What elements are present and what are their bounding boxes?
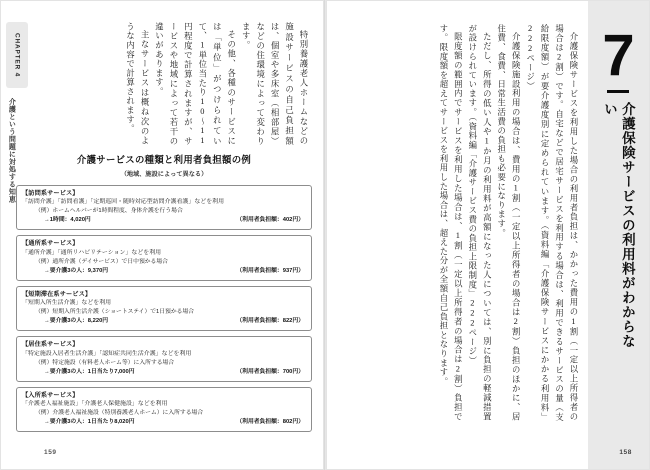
service-box-amount: →要介護3の人：1日当たり8,020円 bbox=[44, 419, 135, 426]
service-box-example: （例）特定施設（有料老人ホーム等）に入所する場合 bbox=[35, 359, 175, 366]
section-title: 介護保険サービスの利用料がわからない bbox=[602, 102, 635, 349]
right-paragraph-3: ただし、所得の低い人や1か月の利用料が高額になった人については、別に負担の軽減措置が設けられています。（資料編「介護サービス費の負担上限制度」222ページ） bbox=[467, 24, 492, 422]
service-box-burden: （利用者負担額：700円） bbox=[236, 368, 304, 375]
page-number-right: 158 bbox=[619, 449, 632, 456]
service-box-daycare bbox=[16, 235, 312, 280]
service-box-burden: （利用者負担額：822円） bbox=[236, 318, 304, 325]
service-box-head: 【短期滞在系サービス】 bbox=[22, 290, 92, 298]
service-box-head: 【訪問系サービス】 bbox=[22, 190, 79, 197]
left-body-text bbox=[122, 22, 310, 146]
service-box-desc: 「訪問介護」「訪問看護」「定期巡回・随時対応型訪問介護看護」などを利用 bbox=[22, 199, 225, 206]
right-body-text bbox=[435, 24, 580, 422]
right-paragraph-2: 介護保険施設利用の場合は、費用の1割（一定以上所得者の場合は2割）負担のほかに、居住費、食費、日常生活費の負担も必要になります。 bbox=[496, 24, 521, 422]
right-paragraph-1: 介護保険サービスを利用した場合の利用者負担は、かかった費用の1割（一定以上所得者の場合は2割）です。自宅などで居宅サービスを利用する場合は、利用できるサービスの量（支給限度額）が要介護度別に定められています。（資料編「介護保険サービスにかかる利用料」222ページ） bbox=[525, 24, 578, 422]
service-box-amount: →要介護3の人：1日当たり7,000円 bbox=[44, 368, 135, 375]
figure-title: 介護サービスの種類と利用者負担額の例 bbox=[76, 154, 252, 165]
service-box-amount-row bbox=[22, 418, 306, 427]
service-box-facility bbox=[16, 387, 312, 432]
service-box-example: （例）ホームヘルパーが1時間程度、身体介護を行う場合 bbox=[35, 208, 183, 215]
service-box-amount-row bbox=[22, 368, 306, 377]
service-box-example: （例）介護老人福祉施設（特別養護老人ホーム）に入所する場合 bbox=[35, 410, 204, 417]
service-box-burden: （利用者負担額：802円） bbox=[236, 419, 304, 426]
service-box-example: （例）短期入所生活介護（ショートステイ）で1日預かる場合 bbox=[35, 309, 195, 316]
service-box-desc: 「特定施設入居者生活介護」「認知症共同生活介護」などを利用 bbox=[22, 350, 192, 357]
service-box-amount: →1時間：4,020円 bbox=[44, 217, 91, 224]
chapter-tab bbox=[6, 22, 28, 88]
left-paragraph-2: その他、各種のサービスには「単位」がつけられていて、1単位当たり10〜11円程度で計算されますが、サービスや地域によって若干の違いがあります。 bbox=[154, 22, 236, 146]
service-box-desc: 「通所介護」「通所リハビリテーション」などを利用 bbox=[22, 249, 162, 256]
service-fee-figure bbox=[16, 152, 312, 437]
section-title-block bbox=[592, 23, 644, 352]
service-box-desc: 「介護老人福祉施設」「介護老人保健施設」などを利用 bbox=[22, 400, 168, 407]
service-box-desc: 「短期入所生活介護」などを利用 bbox=[22, 300, 112, 307]
service-box-shortstay bbox=[16, 286, 312, 331]
left-paragraph-1: 特別養護老人ホームなどの施設サービスの自己負担額は、個室や多床室（相部屋）などの住環境によって変わります。 bbox=[241, 22, 308, 146]
service-box-visit bbox=[16, 185, 312, 230]
service-box-amount: →要介護3の人：9,370円 bbox=[44, 267, 109, 274]
service-box-head: 【居住系サービス】 bbox=[22, 341, 79, 349]
section-number: 7 bbox=[602, 23, 634, 88]
figure-subtitle: （地域、施設によって異なる） bbox=[120, 171, 208, 178]
service-box-amount: →要介護3の人：8,220円 bbox=[44, 318, 109, 325]
service-box-residential bbox=[16, 336, 312, 381]
service-box-head: 【入所系サービス】 bbox=[22, 391, 79, 399]
service-box-example: （例）通所介護（デイサービス）で日中預かる場合 bbox=[35, 258, 168, 265]
title-rule bbox=[607, 90, 629, 93]
right-paragraph-4: 限度額の範囲内でサービスを利用した場合は、1割（一定以上所得者の場合は2割）負担です。限度額を超えてサービスを利用した場合は、超えた分が全額自己負担となります。 bbox=[438, 24, 463, 422]
chapter-tab-label: CHAPTER 4 bbox=[13, 32, 21, 78]
service-box-amount-row bbox=[22, 267, 306, 276]
right-page bbox=[325, 0, 650, 470]
service-box-burden: （利用者負担額：402円） bbox=[236, 217, 304, 224]
service-box-amount-row bbox=[22, 216, 306, 225]
page-number-left: 159 bbox=[44, 449, 57, 456]
service-box-head: 【通所系サービス】 bbox=[22, 240, 79, 248]
service-box-amount-row bbox=[22, 317, 306, 326]
left-paragraph-3: 主なサービスは概ね次のような内容で計算されます。 bbox=[125, 22, 150, 146]
running-head: 介護という問題に対処する知恵 bbox=[8, 98, 16, 203]
service-box-burden: （利用者負担額：937円） bbox=[236, 267, 304, 274]
